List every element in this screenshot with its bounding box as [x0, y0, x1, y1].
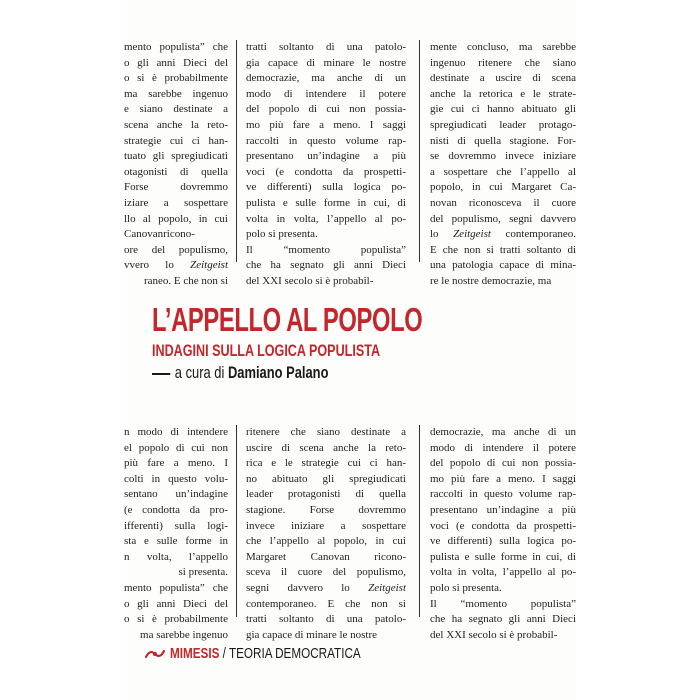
book-subtitle: INDAGINI SULLA LOGICA POPULISTA [152, 341, 381, 360]
text-line: modo di intendere il potere [246, 87, 406, 100]
text-line: Forse dovremmo [124, 181, 228, 194]
text-line: modo di intendere il potere [430, 441, 576, 454]
text-line: contemporaneo. E che non si [246, 597, 406, 610]
text-line: re le nostre democrazie, ma [430, 274, 552, 287]
text-line: anche la retorica e le strate- [430, 87, 576, 100]
text-line: presentano un’indagine a più [246, 150, 406, 163]
text-line: voci (e condotta da prospetti- [246, 165, 406, 178]
text-line: mo più fare a meno. I saggi [246, 118, 406, 131]
text-line: voci (e condotta da prospetti- [430, 519, 576, 532]
text-line: iziare a sospettare [124, 196, 228, 209]
text-line: raccolti in questo volume rap- [430, 488, 576, 501]
text-line: destinate a uscire di scena [430, 72, 576, 85]
text-line: popolo, in cui Margaret Ca- [430, 181, 576, 194]
dash-rule [152, 373, 170, 375]
text-column-bottom-2 [246, 425, 406, 645]
text-line: a sospettare che l’appello al [430, 165, 576, 178]
text-line: Il “momento populista” [246, 243, 406, 256]
text-line: del popolo di cui non possia- [430, 457, 576, 470]
editor-name: Damiano Palano [227, 363, 329, 382]
text-line: novan riconosceva il cuore [430, 196, 576, 209]
text-line: pulista e sulle forme in cui, di [246, 196, 406, 209]
text-line: volta in volta, l’appello al po- [430, 566, 576, 579]
text-line: una patologia capace di mina- [430, 259, 576, 272]
column-divider [419, 425, 420, 617]
text-line: gia capace di minare le nostre [246, 628, 378, 641]
text-line: sta e sulle forme in [124, 535, 228, 548]
text-line: n volta, l’appello [124, 550, 228, 563]
text-line: se dovremmo invece iniziare [430, 150, 576, 163]
text-line: ma sarebbe ingenuo [124, 87, 228, 100]
text-line: polo si presenta. [430, 581, 502, 594]
text-line: segni davvero lo Zeitgeist [246, 581, 406, 594]
text-line: otagonisti di quella [124, 165, 228, 178]
text-line: leader protagonisti di quella [246, 488, 406, 501]
text-line: tratti soltanto di una patolo- [246, 41, 406, 53]
text-line: ingenuo ritenere che siano [430, 56, 576, 69]
text-line: del XXI secolo si è probabil- [246, 274, 374, 287]
text-line: ritenere che siano destinate a [246, 426, 406, 438]
text-line: mento populista” che [124, 581, 228, 594]
text-line: stagione. Forse dovremmo [246, 503, 406, 516]
text-line: strategie cui ci han- [124, 134, 228, 147]
text-line: n modo di intendere [124, 426, 228, 438]
text-line: pulista e sulle forme in cui, di [430, 550, 576, 563]
text-line: uscire di scena anche la reto- [246, 441, 406, 454]
text-line: gie cui ci hanno abituato gli [430, 103, 576, 116]
mimesis-logo-icon [144, 647, 166, 661]
italic-term: Zeitgeist [368, 581, 406, 594]
text-line: Il “momento populista” [430, 597, 576, 610]
text-line: ore del populismo, [124, 243, 228, 256]
book-cover [124, 0, 576, 700]
text-column-top-2 [246, 40, 406, 290]
text-line: che ha segnato gli anni Dieci [430, 613, 576, 626]
publisher-name: MIMESIS [170, 645, 220, 662]
text-line: (e condotta da pro- [124, 503, 228, 516]
text-line: tratti soltanto di una patolo- [246, 613, 406, 626]
text-line: democrazie, ma anche di un [246, 72, 406, 85]
text-line: invece iniziare a sospettare [246, 519, 406, 532]
book-editor [152, 363, 328, 383]
text-line: si presenta. [178, 566, 228, 579]
text-line: che ha segnato gli anni Dieci [246, 259, 406, 272]
text-line: no abituato gli spregiudicati [246, 472, 406, 485]
text-column-bottom-1 [124, 425, 228, 645]
text-line: ve differenti) sulla logica po- [246, 181, 406, 194]
italic-term: Zeitgeist [453, 228, 491, 241]
book-title: L’APPELLO AL POPOLO [152, 301, 423, 338]
text-column-top-1 [124, 40, 228, 290]
editor-prefix: a cura di [174, 363, 225, 382]
text-column-bottom-3 [430, 425, 576, 645]
text-line: raccolti in questo volume rap- [246, 134, 406, 147]
text-line: sentano un’indagine [124, 488, 228, 501]
text-line: ve differenti) sulla logica po- [430, 535, 576, 548]
text-line: nisti di quella stagione. For- [430, 134, 576, 147]
text-line: che l’appello al popolo, in cui [246, 535, 406, 548]
text-line: el popolo di cui non [124, 441, 228, 454]
text-line: llo al popolo, in cui [124, 212, 228, 225]
text-line: volta in volta, l’appello al po- [246, 212, 406, 225]
text-line: polo si presenta. [246, 228, 318, 241]
text-line: ma sarebbe ingenuo [140, 628, 228, 641]
text-line: E che non si tratti soltanto di [430, 243, 576, 256]
text-line: più fare a meno. I [124, 457, 228, 470]
text-line: spregiudicati leader protago- [430, 118, 576, 131]
column-divider [419, 40, 420, 262]
text-line: o si è probabilmente [124, 613, 228, 626]
text-line: raneo. E che non si [144, 274, 228, 287]
text-line: lo Zeitgeist contemporaneo. [430, 228, 576, 241]
text-line: sceva il cuore del populismo, [246, 566, 406, 579]
text-line: del XXI secolo si è probabil- [430, 628, 558, 641]
text-line: presentano un’indagine a più [430, 503, 576, 516]
text-line: rica e le strategie cui ci han- [246, 457, 406, 470]
text-line: tuato gli spregiudicati [124, 150, 228, 163]
series-name: / TEORIA DEMOCRATICA [222, 645, 361, 662]
text-line: e siano destinate a [124, 103, 228, 116]
text-line: o gli anni Dieci del [124, 597, 228, 610]
text-line: o gli anni Dieci del [124, 56, 228, 69]
text-column-top-3 [430, 40, 576, 290]
publisher-line [144, 645, 414, 662]
text-line: colti in questo volu- [124, 472, 228, 485]
column-divider [236, 40, 237, 262]
text-line: mento populista” che [124, 41, 228, 53]
text-line: gia capace di minare le nostre [246, 56, 406, 69]
text-line: ifferenti) sulla logi- [124, 519, 228, 532]
text-line: del populismo, segni davvero [430, 212, 576, 225]
text-line: o si è probabilmente [124, 72, 228, 85]
text-line: mo più fare a meno. I saggi [430, 472, 576, 485]
text-line: democrazie, ma anche di un [430, 426, 576, 438]
text-line: Margaret Canovan ricono- [246, 550, 406, 563]
text-line: mente concluso, ma sarebbe [430, 41, 576, 53]
text-line: Canovanricono- [124, 228, 195, 241]
italic-term: Zeitgeist [190, 259, 228, 272]
text-line: vvero lo Zeitgeist [124, 259, 228, 272]
column-divider [236, 425, 237, 617]
text-line: del popolo di cui non possia- [246, 103, 406, 116]
text-line: scena anche la reto- [124, 118, 228, 131]
